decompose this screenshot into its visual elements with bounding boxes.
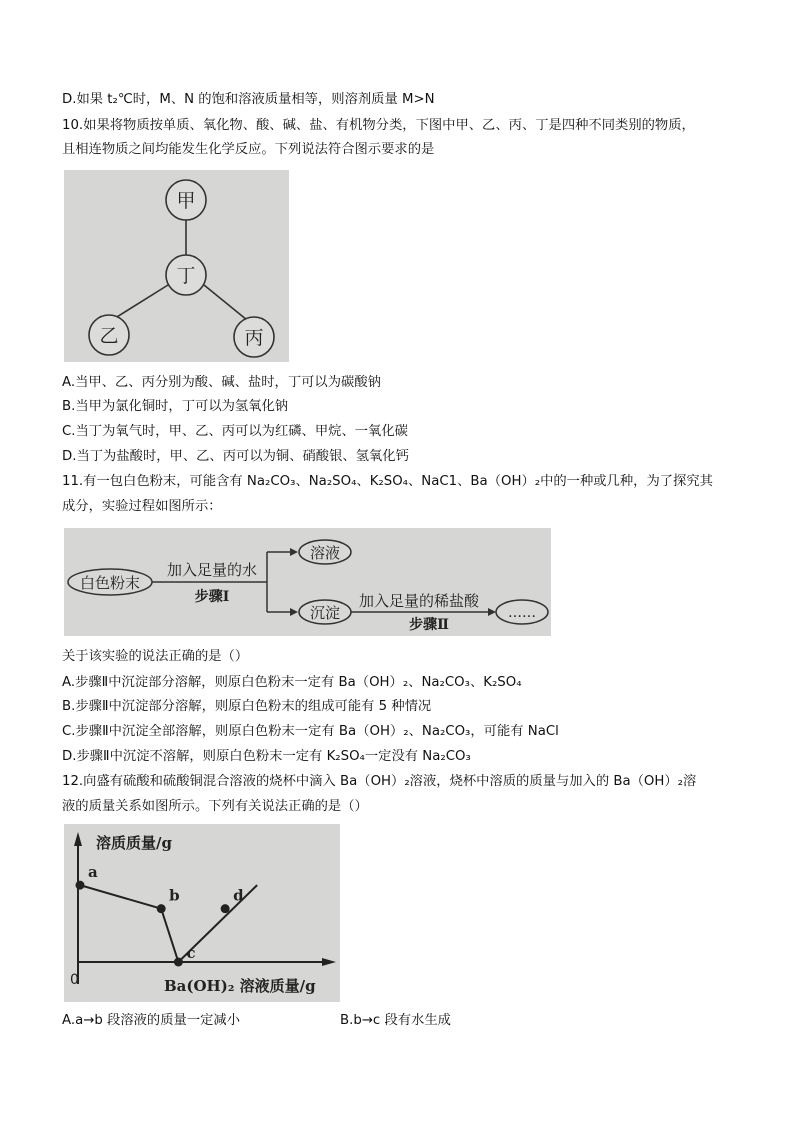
q10-option-c: C.当丁为氧气时，甲、乙、丙可以为红磷、甲烷、一氧化碳 <box>62 424 408 439</box>
node-yi-label: 乙 <box>99 325 119 347</box>
node-bing-label: 丙 <box>244 327 264 349</box>
data-point-d <box>221 904 230 913</box>
y-axis-label: 溶质质量/g <box>96 834 172 852</box>
q11-stem-line2: 成分，实验过程如图所示： <box>62 499 222 514</box>
q10-stem-line1: 10.如果将物质按单质、氧化物、酸、碱、盐、有机物分类，下图中甲、乙、丙、丁是四种不同类别的物质， <box>62 118 695 133</box>
flow-arrowhead-bottom <box>290 608 298 616</box>
origin-label: 0 <box>70 972 79 988</box>
q11-flow-diagram <box>64 528 551 636</box>
data-point-b <box>157 904 166 913</box>
node-ding-label: 丁 <box>176 265 196 287</box>
q10-option-d: D.当丁为盐酸时，甲、乙、丙可以为铜、硝酸银、氢氧化钙 <box>62 449 409 464</box>
x-axis-label: Ba(OH)₂ 溶液质量/g <box>164 977 316 995</box>
edge-ding-bing <box>204 285 247 320</box>
q11-option-b: B.步骤Ⅱ中沉淀部分溶解，则原白色粉末的组成可能有 5 种情况 <box>62 699 432 714</box>
edge-ding-yi <box>112 285 168 320</box>
node-jia-label: 甲 <box>176 190 196 212</box>
flow-step1-label: 步骤Ⅰ <box>194 589 230 605</box>
flow-step2-label: 步骤Ⅱ <box>409 617 449 633</box>
q9-option-d: D.如果 t₂℃时，M、N 的饱和溶液质量相等，则溶剂质量 M>N <box>62 92 435 107</box>
q11-stem-line1: 11.有一包白色粉末，可能含有 Na₂CO₃、Na₂SO₄、K₂SO₄、NaC1、Ba（OH）₂中的一种或几种，为了探究其 <box>62 474 713 489</box>
q11-option-c: C.步骤Ⅱ中沉淀全部溶解，则原白色粉末一定有 Ba（OH）₂、Na₂CO₃，可能有 NaCl <box>62 724 559 739</box>
flow-step2-action: 加入足量的稀盐酸 <box>358 592 480 610</box>
flow-start-label: 白色粉末 <box>79 574 141 592</box>
q12-option-b: B.b→c 段有水生成 <box>340 1013 451 1028</box>
q12-option-a: A.a→b 段溶液的质量一定减小 <box>62 1013 241 1028</box>
flow-arrowhead-step2 <box>488 608 496 616</box>
q10-stem-line2: 且相连物质之间均能发生化学反应。下列说法符合图示要求的是 <box>62 142 435 157</box>
q10-option-b: B.当甲为氯化铜时，丁可以为氢氧化钠 <box>62 399 289 414</box>
q11-option-a: A.步骤Ⅱ中沉淀部分溶解，则原白色粉末一定有 Ba（OH）₂、Na₂CO₃、K₂SO₄ <box>62 675 522 690</box>
data-label-b: b <box>169 886 180 905</box>
flow-precipitate-label: 沉淀 <box>309 604 341 622</box>
q11-question: 关于该实验的说法正确的是（） <box>62 649 249 664</box>
q10-relation-diagram <box>64 170 289 362</box>
data-label-a: a <box>88 863 98 882</box>
flow-solution-label: 溶液 <box>309 544 341 562</box>
data-label-c: c <box>186 944 196 962</box>
flow-step1-action: 加入足量的水 <box>166 561 258 579</box>
y-axis-arrow <box>74 832 82 846</box>
q11-option-d: D.步骤Ⅱ中沉淀不溶解，则原白色粉末一定有 K₂SO₄一定没有 Na₂CO₃ <box>62 749 471 764</box>
data-label-d: d <box>233 886 244 905</box>
data-point-c <box>174 958 183 967</box>
flow-end-label: …… <box>508 605 536 621</box>
q12-chart <box>64 824 340 1002</box>
q12-stem-line2: 液的质量关系如图所示。下列有关说法正确的是（） <box>62 799 368 814</box>
q12-stem-line1: 12.向盛有硫酸和硫酸铜混合溶液的烧杯中滴入 Ba（OH）₂溶液，烧杯中溶质的质量与加入的 Ba（OH）₂溶 <box>62 774 697 789</box>
data-point-a <box>76 881 85 890</box>
x-axis-arrow <box>322 958 336 966</box>
flow-arrowhead-top <box>290 548 298 556</box>
q10-option-a: A.当甲、乙、丙分别为酸、碱、盐时，丁可以为碳酸钠 <box>62 375 381 390</box>
